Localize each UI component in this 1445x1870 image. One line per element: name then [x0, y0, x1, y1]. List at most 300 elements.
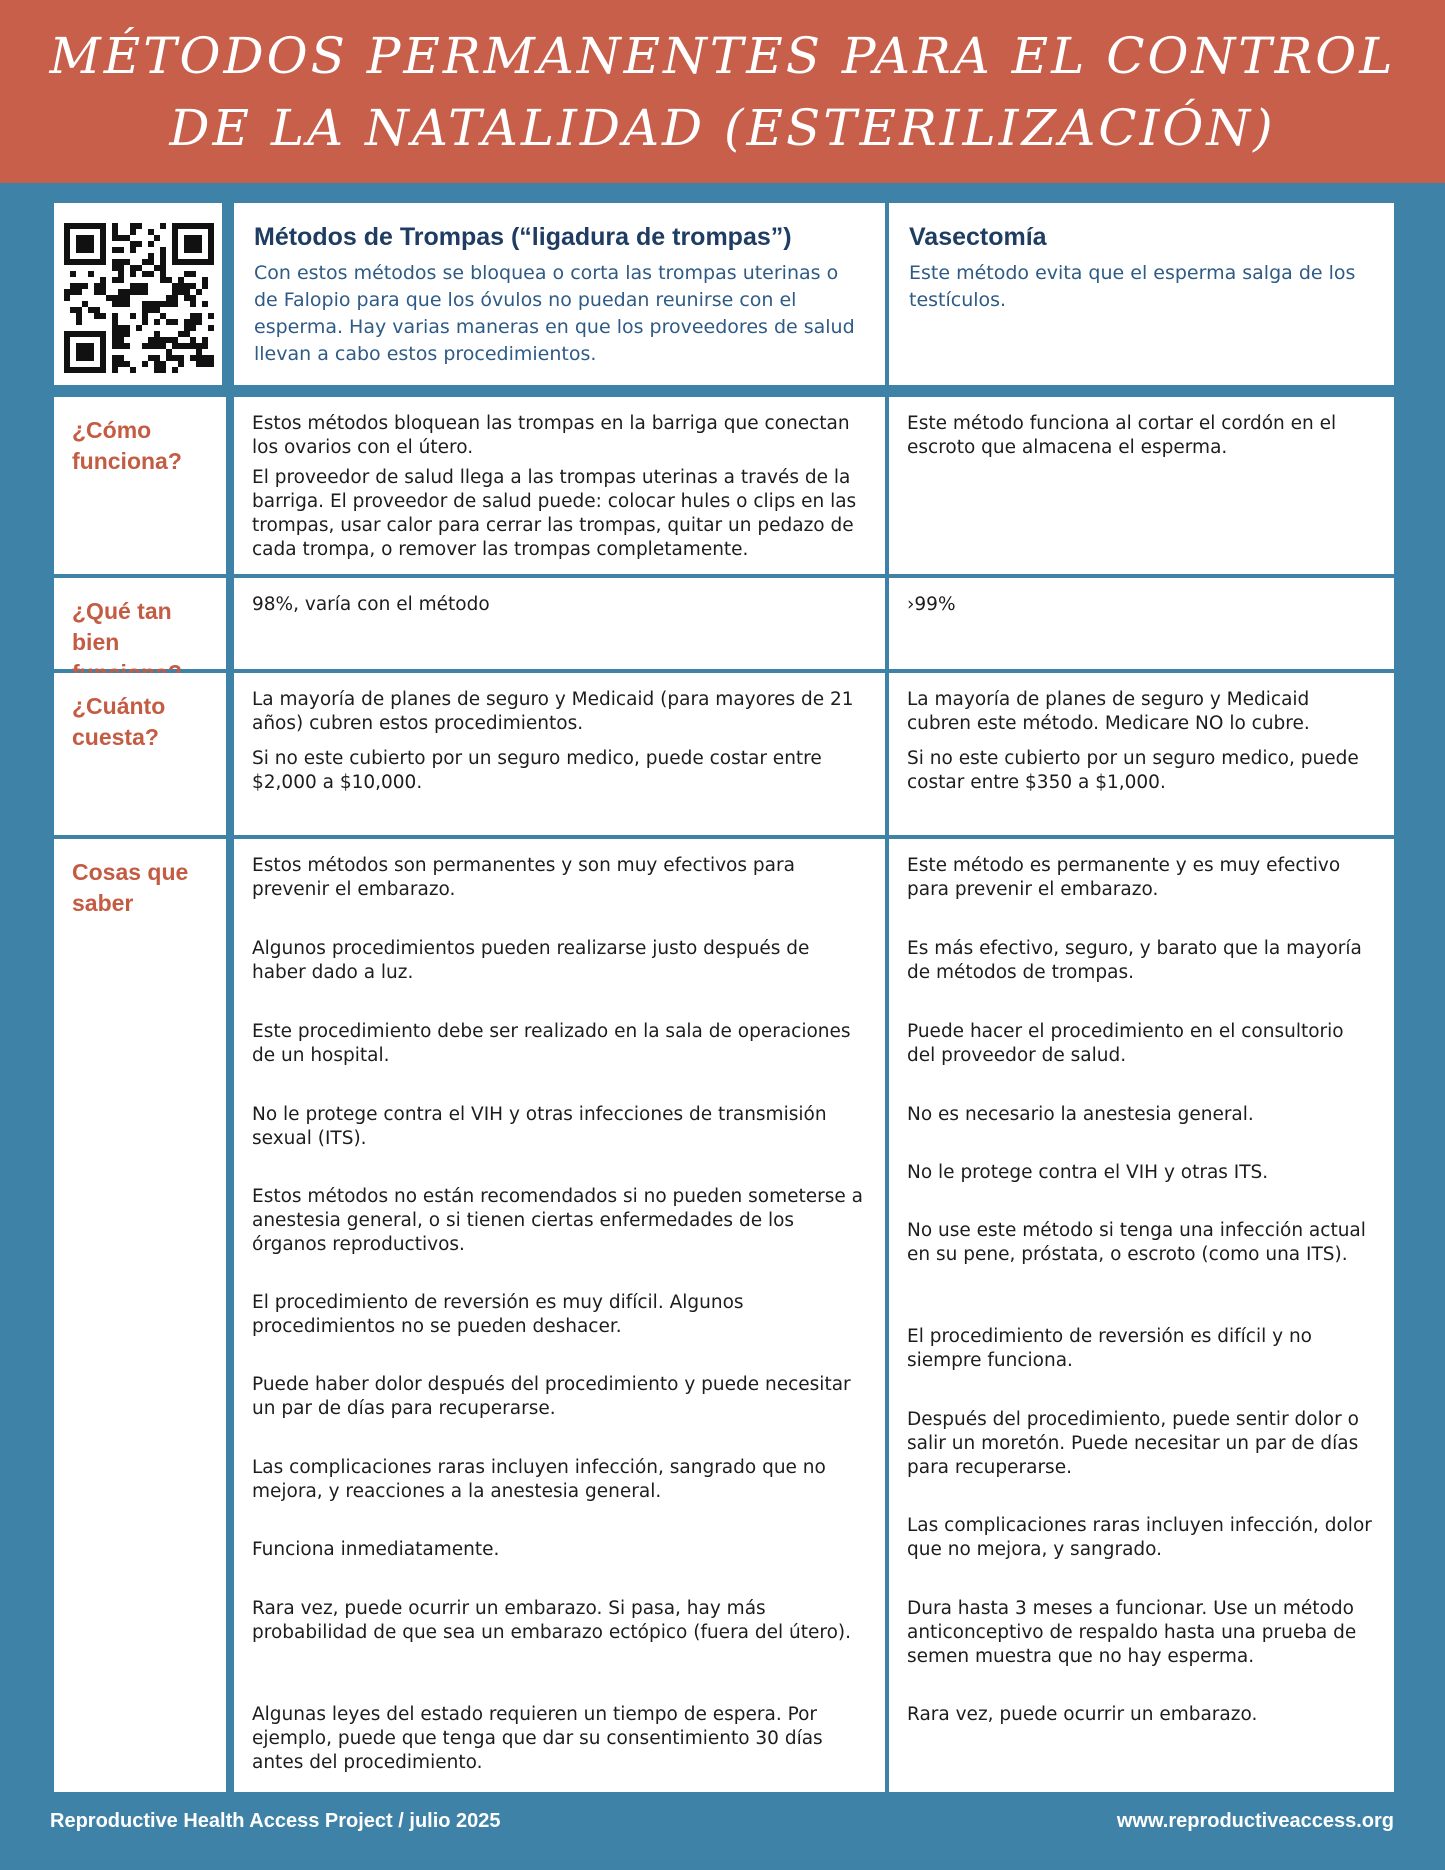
footer-website-link[interactable]: www.reproductiveaccess.org: [1116, 1810, 1394, 1832]
qr-module: [148, 229, 154, 235]
qr-module: [118, 295, 124, 301]
qr-module: [172, 355, 178, 361]
qr-module: [184, 289, 190, 295]
qr-module: [130, 229, 136, 235]
qr-module: [154, 301, 160, 307]
qr-module: [106, 295, 112, 301]
qr-module: [136, 265, 142, 271]
qr-module: [88, 367, 94, 373]
qr-module: [130, 283, 136, 289]
qr-module: [118, 271, 124, 277]
qr-module: [76, 367, 82, 373]
cost-vasectomy-text: La mayoría de planes de seguro y Medicaid cubren este método. Medicare NO lo cubre.: [907, 689, 1310, 734]
row-label-how-text: ¿Cómo funciona?: [72, 417, 182, 474]
cost-vasectomy-cell: [889, 673, 1394, 835]
qr-module: [76, 349, 82, 355]
qr-module: [82, 223, 88, 229]
qr-module: [112, 355, 118, 361]
qr-module: [130, 271, 136, 277]
row-label-things: [54, 839, 226, 1792]
row-label-cost-text: ¿Cuánto cuesta?: [72, 693, 166, 750]
row-label-effectiveness-text: ¿Qué tan bien: [72, 598, 172, 655]
qr-module: [112, 277, 118, 283]
qr-module: [160, 259, 166, 265]
qr-module: [82, 241, 88, 247]
qr-module: [112, 229, 118, 235]
things-tubal-text: Funciona inmediatamente.: [252, 1539, 500, 1560]
qr-module: [88, 259, 94, 265]
qr-module: [154, 361, 160, 367]
qr-module: [142, 259, 148, 265]
tubal-heading: Métodos de Trompas (“ligadura de trompas”): [254, 223, 792, 251]
qr-module: [118, 247, 124, 253]
qr-module: [100, 223, 106, 229]
qr-module: [208, 235, 214, 241]
qr-module: [64, 235, 70, 241]
qr-module: [142, 343, 148, 349]
things-tubal-text: Rara vez, puede ocurrir un embarazo. Si pasa, hay más probabilidad de que sea un embarazo ectópico (fuera del útero).: [252, 1598, 852, 1643]
qr-module: [172, 259, 178, 265]
qr-module: [124, 361, 130, 367]
qr-module: [184, 283, 190, 289]
qr-module: [130, 289, 136, 295]
qr-module: [94, 289, 100, 295]
vasectomy-header-cell: [889, 203, 1394, 385]
qr-module: [100, 283, 106, 289]
qr-module: [154, 331, 160, 337]
qr-module: [124, 301, 130, 307]
qr-module: [202, 277, 208, 283]
qr-module: [160, 301, 166, 307]
qr-module: [190, 235, 196, 241]
qr-module: [88, 343, 94, 349]
qr-module: [172, 319, 178, 325]
qr-module: [100, 289, 106, 295]
things-vasectomy-text: Es más efectivo, seguro, y barato que la mayoría de métodos de trompas.: [907, 938, 1362, 983]
qr-module: [70, 259, 76, 265]
qr-module: [166, 319, 172, 325]
qr-module: [190, 343, 196, 349]
qr-module: [94, 313, 100, 319]
qr-module: [208, 229, 214, 235]
qr-module: [136, 223, 142, 229]
qr-module: [160, 247, 166, 253]
qr-module: [64, 289, 70, 295]
qr-module: [202, 301, 208, 307]
qr-module: [148, 337, 154, 343]
qr-module: [100, 229, 106, 235]
qr-module: [88, 223, 94, 229]
qr-module: [184, 325, 190, 331]
qr-module: [64, 247, 70, 253]
qr-module: [112, 247, 118, 253]
qr-module: [112, 343, 118, 349]
qr-module: [82, 283, 88, 289]
qr-module: [148, 271, 154, 277]
cost-tubal-text: La mayoría de planes de seguro y Medicaid (para mayores de 21 años) cubren estos procedimientos.: [252, 689, 854, 734]
qr-module: [76, 247, 82, 253]
cost-tubal-text: Si no este cubierto por un seguro medico, puede costar entre $2,000 a $10,000.: [252, 748, 822, 793]
qr-module: [166, 295, 172, 301]
tubal-description: Con estos métodos se bloquea o corta las trompas uterinas o de Falopio para que los óvulos no puedan reunirse con el esperma. Hay varias maneras en que los proveedores de salud llevan a cabo estos procedimientos.: [254, 262, 855, 365]
qr-module: [100, 253, 106, 259]
qr-module: [88, 271, 94, 277]
qr-module: [112, 337, 118, 343]
qr-module: [118, 331, 124, 337]
qr-module: [184, 319, 190, 325]
qr-module: [196, 319, 202, 325]
qr-module: [172, 229, 178, 235]
qr-module: [88, 307, 94, 313]
qr-module: [118, 301, 124, 307]
qr-module: [196, 223, 202, 229]
qr-module: [166, 277, 172, 283]
qr-module: [178, 277, 184, 283]
how-vasectomy-text: Este método funciona al cortar el cordón en el escroto que almacena el esperma.: [907, 413, 1337, 458]
qr-module: [160, 313, 166, 319]
qr-module: [196, 349, 202, 355]
qr-module: [190, 319, 196, 325]
qr-module: [94, 307, 100, 313]
things-vasectomy-text: Las complicaciones raras incluyen infección, dolor que no mejora, y sangrado.: [907, 1515, 1372, 1560]
things-vasectomy-text: No le protege contra el VIH y otras ITS.: [907, 1162, 1269, 1183]
qr-module: [136, 283, 142, 289]
qr-module: [94, 331, 100, 337]
qr-module: [118, 343, 124, 349]
qr-module: [142, 289, 148, 295]
title-line-1: MÉTODOS PERMANENTES PARA EL CONTROL: [49, 26, 1396, 85]
qr-module: [130, 247, 136, 253]
qr-module: [178, 283, 184, 289]
qr-module: [70, 307, 76, 313]
qr-module: [76, 241, 82, 247]
qr-module: [136, 325, 142, 331]
qr-module: [124, 259, 130, 265]
things-vasectomy-text: Rara vez, puede ocurrir un embarazo.: [907, 1704, 1258, 1725]
qr-module: [196, 343, 202, 349]
effectiveness-vasectomy-text: ›99%: [907, 594, 956, 615]
qr-module: [118, 259, 124, 265]
qr-module: [64, 367, 70, 373]
qr-module: [118, 361, 124, 367]
things-vasectomy-text: No es necesario la anestesia general.: [907, 1104, 1254, 1125]
qr-module: [160, 271, 166, 277]
things-vasectomy-text: No use este método si tenga una infección actual en su pene, próstata, o escroto (como una ITS).: [907, 1220, 1366, 1265]
qr-module: [172, 283, 178, 289]
qr-module: [178, 343, 184, 349]
qr-module: [100, 259, 106, 265]
qr-module: [184, 241, 190, 247]
qr-module: [136, 289, 142, 295]
effectiveness-tubal-text: 98%, varía con el método: [252, 594, 490, 615]
qr-module: [76, 313, 82, 319]
qr-module: [202, 343, 208, 349]
qr-module: [160, 367, 166, 373]
qr-module: [142, 307, 148, 313]
qr-module: [130, 241, 136, 247]
qr-module: [172, 235, 178, 241]
row-label-effectiveness: [54, 578, 226, 669]
qr-module: [70, 283, 76, 289]
qr-module: [202, 355, 208, 361]
qr-module: [190, 301, 196, 307]
qr-module: [172, 295, 178, 301]
qr-module: [160, 277, 166, 283]
things-vasectomy-text: Este método es permanente y es muy efectivo para prevenir el embarazo.: [907, 855, 1341, 900]
qr-module: [82, 259, 88, 265]
qr-module: [76, 343, 82, 349]
qr-module: [112, 223, 118, 229]
qr-module: [190, 223, 196, 229]
qr-module: [172, 367, 178, 373]
qr-module: [196, 313, 202, 319]
qr-module: [118, 277, 124, 283]
qr-module: [196, 247, 202, 253]
qr-module: [100, 355, 106, 361]
qr-module: [64, 253, 70, 259]
vasectomy-heading: Vasectomía: [909, 223, 1047, 251]
qr-module: [100, 247, 106, 253]
things-tubal-text: Las complicaciones raras incluyen infección, sangrado que no mejora, y reacciones a la anestesia general.: [252, 1457, 826, 1502]
qr-module: [202, 361, 208, 367]
qr-module: [70, 271, 76, 277]
qr-module: [196, 355, 202, 361]
things-tubal-text: Algunos procedimientos pueden realizarse justo después de haber dado a luz.: [252, 938, 810, 983]
qr-module: [130, 223, 136, 229]
qr-module: [190, 247, 196, 253]
qr-module: [196, 241, 202, 247]
things-tubal-text: Estos métodos son permanentes y son muy efectivos para prevenir el embarazo.: [252, 855, 795, 900]
qr-module: [178, 355, 184, 361]
qr-module: [100, 331, 106, 337]
qr-module: [160, 253, 166, 259]
qr-module: [124, 295, 130, 301]
qr-module: [148, 241, 154, 247]
qr-module: [172, 241, 178, 247]
qr-module: [202, 337, 208, 343]
things-vasectomy-text: Puede hacer el procedimiento en el consultorio del proveedor de salud.: [907, 1021, 1344, 1066]
qr-module: [184, 343, 190, 349]
things-vasectomy-text: Dura hasta 3 meses a funcionar. Use un método anticonceptivo de respaldo hasta una prueba de semen muestra que no hay esperma.: [907, 1598, 1357, 1667]
qr-module: [190, 313, 196, 319]
qr-module: [64, 241, 70, 247]
qr-module: [184, 247, 190, 253]
row-label-things-text: Cosas que saber: [72, 859, 189, 916]
qr-module: [112, 235, 118, 241]
things-tubal-text: Este procedimiento debe ser realizado en la sala de operaciones de un hospital.: [252, 1021, 851, 1066]
qr-module: [112, 319, 118, 325]
qr-module: [70, 223, 76, 229]
how-tubal-cell: [234, 397, 885, 574]
qr-module: [82, 235, 88, 241]
qr-module: [82, 349, 88, 355]
qr-module: [148, 259, 154, 265]
qr-module: [142, 319, 148, 325]
qr-module: [64, 331, 70, 337]
qr-module: [208, 313, 214, 319]
qr-module: [76, 259, 82, 265]
qr-module: [142, 271, 148, 277]
qr-module: [208, 325, 214, 331]
qr-module: [112, 361, 118, 367]
qr-module: [142, 313, 148, 319]
qr-module: [76, 319, 82, 325]
qr-module: [202, 223, 208, 229]
qr-module: [154, 265, 160, 271]
qr-module: [130, 313, 136, 319]
qr-module: [76, 307, 82, 313]
qr-module: [208, 253, 214, 259]
qr-module: [172, 301, 178, 307]
qr-module: [154, 307, 160, 313]
things-vasectomy-cell: [889, 839, 1394, 1792]
qr-module: [100, 349, 106, 355]
qr-module: [178, 331, 184, 337]
qr-module: [82, 343, 88, 349]
qr-module: [172, 337, 178, 343]
qr-module: [208, 361, 214, 367]
qr-module: [172, 223, 178, 229]
qr-module: [208, 259, 214, 265]
qr-module: [148, 253, 154, 259]
qr-module: [100, 277, 106, 283]
qr-module: [64, 343, 70, 349]
qr-module: [136, 241, 142, 247]
qr-module: [94, 367, 100, 373]
qr-module: [76, 331, 82, 337]
qr-module: [100, 337, 106, 343]
qr-module: [124, 331, 130, 337]
qr-module: [82, 355, 88, 361]
qr-module: [100, 235, 106, 241]
tubal-header-cell: [234, 203, 885, 385]
qr-module: [172, 247, 178, 253]
qr-module: [166, 337, 172, 343]
qr-module: [142, 361, 148, 367]
effectiveness-vasectomy-cell: [889, 578, 1394, 669]
qr-module: [178, 223, 184, 229]
qr-module: [166, 355, 172, 361]
qr-module: [190, 325, 196, 331]
qr-module: [166, 301, 172, 307]
qr-module: [124, 325, 130, 331]
qr-module: [184, 223, 190, 229]
qr-module: [196, 259, 202, 265]
qr-module: [88, 355, 94, 361]
qr-module: [112, 265, 118, 271]
qr-module: [64, 229, 70, 235]
qr-code[interactable]: [64, 223, 214, 373]
qr-module: [112, 301, 118, 307]
qr-module: [178, 259, 184, 265]
qr-module: [130, 367, 136, 373]
qr-module: [208, 223, 214, 229]
qr-module: [118, 289, 124, 295]
qr-module: [196, 361, 202, 367]
qr-module: [172, 289, 178, 295]
qr-module: [112, 331, 118, 337]
row-label-how: [54, 397, 226, 574]
cost-tubal-cell: [234, 673, 885, 835]
qr-module: [160, 343, 166, 349]
qr-module: [178, 289, 184, 295]
qr-module: [112, 295, 118, 301]
things-tubal-text: Puede haber dolor después del procedimiento y puede necesitar un par de días para recuperarse.: [252, 1374, 851, 1419]
qr-module: [160, 223, 166, 229]
qr-module: [154, 235, 160, 241]
qr-module: [208, 241, 214, 247]
things-tubal-text: El procedimiento de reversión es muy difícil. Algunos procedimientos no se pueden deshacer.: [252, 1292, 744, 1337]
qr-module: [88, 235, 94, 241]
things-tubal-text: Algunas leyes del estado requieren un tiempo de espera. Por ejemplo, puede que tenga que dar su consentimiento 30 días antes del procedimiento.: [252, 1704, 823, 1773]
qr-module: [76, 283, 82, 289]
qr-module: [154, 367, 160, 373]
qr-module: [82, 247, 88, 253]
qr-module: [190, 283, 196, 289]
qr-module: [142, 283, 148, 289]
qr-module: [148, 355, 154, 361]
qr-module: [124, 235, 130, 241]
qr-module: [196, 235, 202, 241]
qr-module: [64, 259, 70, 265]
qr-module: [112, 367, 118, 373]
qr-module: [184, 235, 190, 241]
things-tubal-text: Estos métodos no están recomendados si no pueden someterse a anestesia general, o si tienen ciertas enfermedades de los órganos reproductivos.: [252, 1186, 863, 1255]
qr-module: [130, 265, 136, 271]
qr-module: [124, 289, 130, 295]
qr-module: [88, 241, 94, 247]
qr-module: [100, 367, 106, 373]
qr-module: [118, 355, 124, 361]
qr-module: [76, 355, 82, 361]
qr-module: [100, 361, 106, 367]
qr-code-box: [54, 203, 222, 385]
qr-module: [118, 325, 124, 331]
effectiveness-tubal-cell: [234, 578, 885, 669]
qr-module: [190, 271, 196, 277]
qr-module: [118, 235, 124, 241]
qr-module: [64, 349, 70, 355]
qr-module: [64, 223, 70, 229]
things-vasectomy-text: El procedimiento de reversión es difícil y no siempre funciona.: [907, 1326, 1312, 1371]
qr-module: [160, 361, 166, 367]
qr-module: [172, 343, 178, 349]
how-tubal-text: Estos métodos bloquean las trompas en la barriga que conectan los ovarios con el útero.: [252, 413, 850, 458]
qr-module: [100, 313, 106, 319]
qr-module: [82, 331, 88, 337]
qr-module: [178, 361, 184, 367]
qr-module: [190, 241, 196, 247]
qr-module: [100, 343, 106, 349]
qr-module: [202, 283, 208, 289]
qr-module: [154, 319, 160, 325]
qr-module: [82, 301, 88, 307]
vasectomy-description: Este método evita que el esperma salga de los testículos.: [909, 262, 1356, 311]
qr-module: [124, 343, 130, 349]
qr-module: [184, 259, 190, 265]
qr-module: [88, 331, 94, 337]
qr-module: [190, 355, 196, 361]
qr-module: [112, 259, 118, 265]
qr-module: [70, 331, 76, 337]
qr-module: [148, 301, 154, 307]
qr-module: [100, 241, 106, 247]
qr-module: [82, 367, 88, 373]
qr-module: [64, 355, 70, 361]
title-banner: [0, 0, 1445, 183]
qr-module: [94, 259, 100, 265]
qr-module: [64, 295, 70, 301]
